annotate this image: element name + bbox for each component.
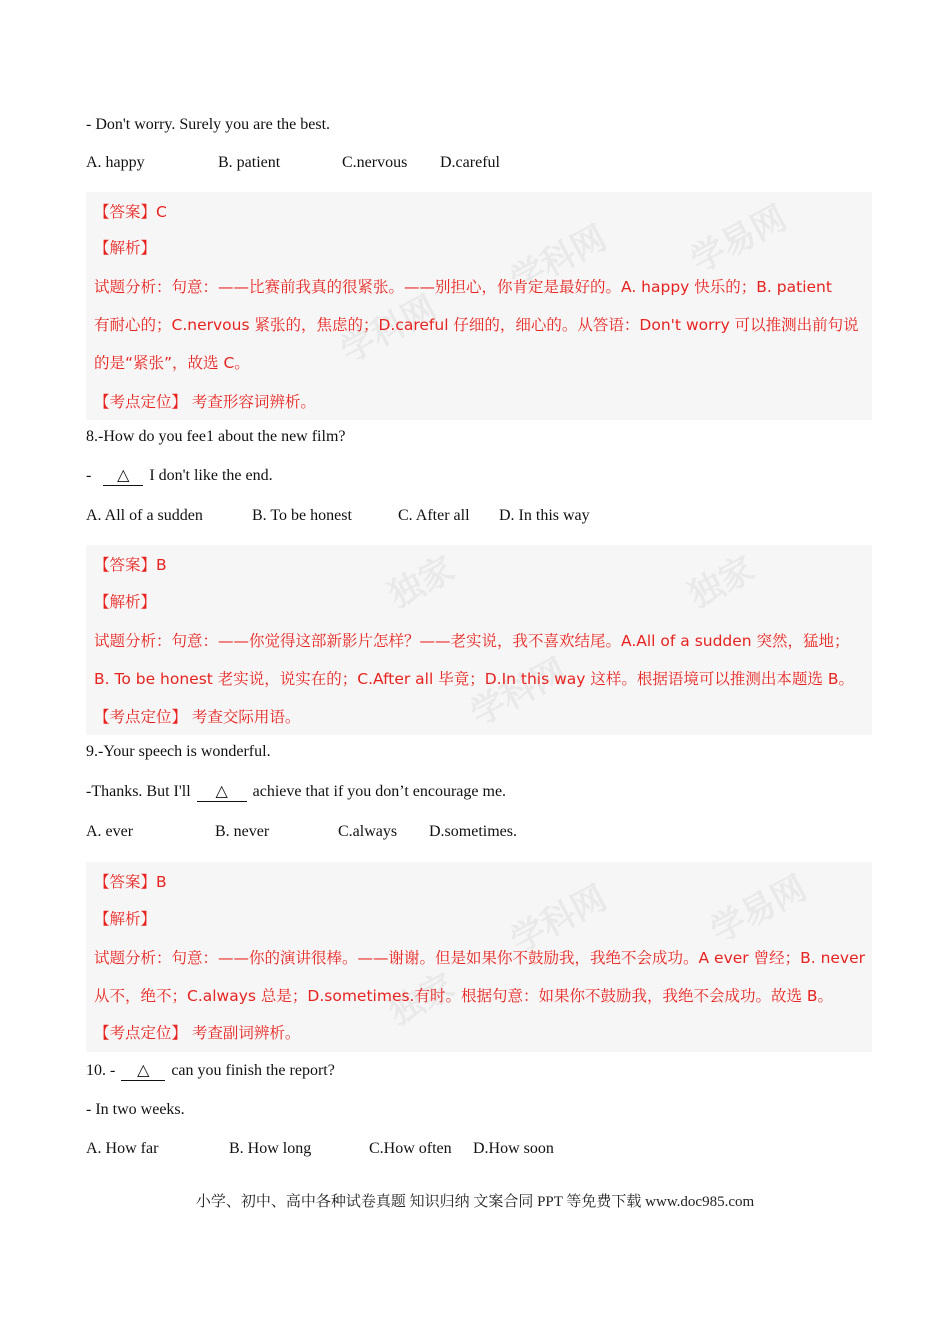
q8-option-c: C. After all: [398, 507, 470, 524]
q7-answer: 【答案】C: [94, 203, 167, 221]
q8-answer-block: 独家 独家 学科网 【答案】B 【解析】 试题分析：句意：——你觉得这部新影片怎样？——老实说，我不喜欢结尾。A.All of a sudden 突然，猛地； B. To be honest 老实说，说实在的；C.After all 毕竟；D.In this way 这样。根据语境可以推测出本题选 B。 【考点定位】 考查交际用语。: [86, 545, 872, 735]
q7-analysis-line-2: 有耐心的；C.nervous 紧张的，焦虑的；D.careful 仔细的，细心的。从答语：Don't worry 可以推测出前句说: [94, 316, 859, 334]
q8-blank: △: [103, 467, 143, 486]
q10-question-suffix: can you finish the report?: [171, 1062, 335, 1079]
q10-option-b: B. How long: [229, 1140, 312, 1157]
page-footer: 小学、初中、高中各种试卷真题 知识归纳 文案合同 PPT 等免费下载 www.doc985.com: [195, 1194, 755, 1210]
q8-option-d: D. In this way: [499, 507, 590, 524]
q7-option-c: C.nervous: [342, 154, 408, 171]
q10-options: [86, 1139, 606, 1159]
q7-option-a: A. happy: [86, 154, 145, 171]
q10-option-d: D.How soon: [473, 1140, 554, 1157]
q9-option-a: A. ever: [86, 823, 134, 840]
q8-reply: [86, 466, 273, 486]
q8-options: [86, 506, 646, 526]
q10-question-prefix: 10. -: [86, 1062, 116, 1079]
q8-answer: 【答案】B: [94, 556, 167, 574]
q9-analysis-title: 【解析】: [94, 910, 157, 928]
q7-option-d: D.careful: [440, 154, 500, 171]
q8-point: 【考点定位】 考查交际用语。: [94, 708, 301, 726]
q8-option-b: B. To be honest: [252, 507, 352, 524]
q9-analysis-line-1: 试题分析：句意：——你的演讲很棒。——谢谢。但是如果你不鼓励我，我绝不会成功。A ever 曾经；B. never: [94, 949, 866, 967]
q8-analysis-line-2: B. To be honest 老实说，说实在的；C.After all 毕竟；D.In this way 这样。根据语境可以推测出本题选 B。: [94, 670, 854, 688]
q8-reply-suffix: I don't like the end.: [149, 467, 273, 484]
q7-reply: - Don't worry. Surely you are the best.: [86, 116, 331, 133]
q9-reply: [86, 782, 506, 802]
q7-analysis-line-3: 的是“紧张”，故选 C。: [94, 354, 250, 372]
q7-analysis-title: 【解析】: [94, 239, 157, 257]
q8-option-a: A. All of a sudden: [86, 507, 203, 524]
q9-analysis-line-2: 从不，绝不；C.always 总是；D.sometimes.有时。根据句意：如果你不鼓励我，我绝不会成功。故选 B。: [94, 987, 834, 1005]
q9-reply-suffix: achieve that if you don’t encourage me.: [252, 783, 507, 800]
q10-reply: - In two weeks.: [86, 1101, 185, 1118]
q9-blank: △: [197, 783, 247, 802]
q9-point: 【考点定位】 考查副词辨析。: [94, 1024, 301, 1042]
q7-point: 【考点定位】 考查形容词辨析。: [94, 393, 316, 411]
q9-answer: 【答案】B: [94, 873, 167, 891]
q9-answer-block: 学科网 学易网 独家 【答案】B 【解析】 试题分析：句意：——你的演讲很棒。——谢谢。但是如果你不鼓励我，我绝不会成功。A ever 曾经；B. never 从不，绝不；C.always 总是；D.sometimes.有时。根据句意：如果你不鼓励我，我绝不会成功。故选 B。 【考点定位】 考查副词辨析。: [86, 862, 872, 1052]
q8-reply-prefix: -: [86, 467, 92, 484]
q8-analysis-line-1: 试题分析：句意：——你觉得这部新影片怎样？——老实说，我不喜欢结尾。A.All of a sudden 突然，猛地；: [94, 632, 850, 650]
q8-question: 8.-How do you fee1 about the new film?: [86, 428, 346, 445]
q10-blank: △: [121, 1062, 165, 1081]
q10-question: [86, 1061, 335, 1081]
q7-answer-block: 学科网 学易网 学科网 【答案】C 【解析】 试题分析：句意：——比赛前我真的很紧张。——别担心，你肯定是最好的。A. happy 快乐的；B. patient 有耐心的；C.nervous 紧张的，焦虑的；D.careful 仔细的，细心的。从答语：Don't worry 可以推测出前句说 的是“紧张”，故选 C。 【考点定位】 考查形容词辨析。: [86, 192, 872, 420]
q9-option-d: D.sometimes.: [429, 823, 517, 840]
q9-option-c: C.always: [338, 823, 398, 840]
q7-option-b: B. patient: [218, 154, 281, 171]
q8-analysis-title: 【解析】: [94, 593, 157, 611]
q9-option-b: B. never: [215, 823, 270, 840]
q7-options: [86, 153, 606, 173]
q9-options: [86, 822, 606, 842]
q9-question: 9.-Your speech is wonderful.: [86, 743, 271, 760]
q9-reply-prefix: -Thanks. But I'll: [86, 783, 191, 800]
q10-option-c: C.How often: [369, 1140, 452, 1157]
q7-analysis-line-1: 试题分析：句意：——比赛前我真的很紧张。——别担心，你肯定是最好的。A. happy 快乐的；B. patient: [94, 278, 832, 296]
q10-option-a: A. How far: [86, 1140, 159, 1157]
